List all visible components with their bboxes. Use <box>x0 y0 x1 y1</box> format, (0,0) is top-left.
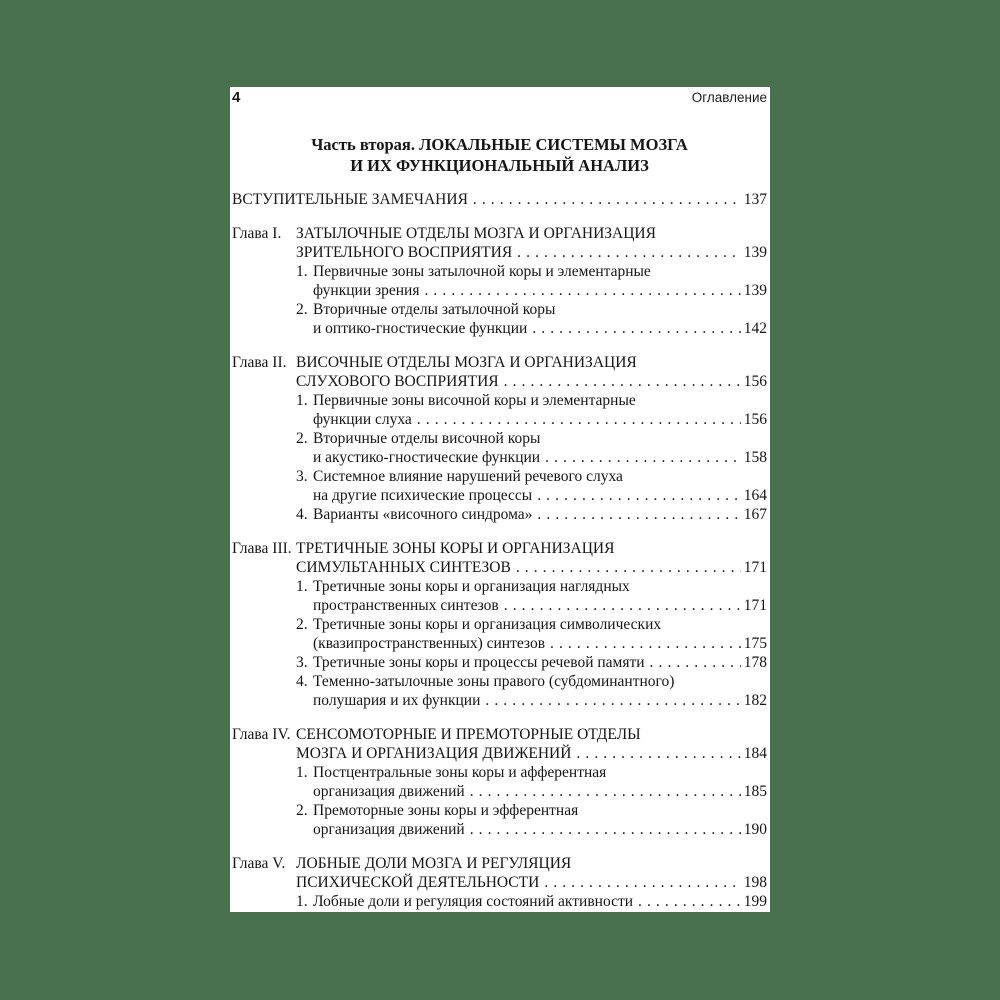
item-number: 4. <box>296 506 308 523</box>
toc-text: организация движений <box>313 821 465 838</box>
toc-line <box>313 429 767 448</box>
page-number: 178 <box>743 654 767 671</box>
item-body <box>313 467 767 505</box>
chapter-label: Глава II. <box>232 354 287 371</box>
toc-line <box>313 615 767 634</box>
item-number: 1. <box>296 578 308 595</box>
toc-text: Постцентральные зоны коры и афферентная <box>313 764 607 781</box>
toc-line <box>296 372 767 391</box>
page-number: 156 <box>743 411 767 428</box>
toc-line <box>296 353 767 372</box>
item-body <box>313 801 767 839</box>
toc-text: Вторичные отделы затылочной коры <box>313 301 556 318</box>
toc-item <box>296 801 767 839</box>
toc-text: на другие психические процессы <box>313 487 533 504</box>
toc-item <box>296 763 767 801</box>
item-number: 3. <box>296 654 308 671</box>
leader-dots <box>504 596 741 615</box>
toc-text: МОЗГА И ОРГАНИЗАЦИЯ ДВИЖЕНИЙ <box>296 745 572 762</box>
item-body <box>313 505 767 524</box>
toc-item <box>296 505 767 524</box>
leader-dots <box>638 892 741 911</box>
item-number: 2. <box>296 430 308 447</box>
toc-text: пространственных синтезов <box>313 597 499 614</box>
leader-dots <box>516 558 741 577</box>
page-number: 164 <box>743 487 767 504</box>
toc-line <box>313 262 767 281</box>
item-body <box>313 300 767 338</box>
leader-dots <box>532 319 740 338</box>
toc-line <box>313 486 767 505</box>
toc-line <box>313 691 767 710</box>
toc-text: Третичные зоны коры и организация наглядных <box>313 578 630 595</box>
toc-text: СИМУЛЬТАННЫХ СИНТЕЗОВ <box>296 559 511 576</box>
item-number: 1. <box>296 392 308 409</box>
toc-line <box>313 763 767 782</box>
page-number: 185 <box>743 783 767 800</box>
toc-text: ВСТУПИТЕЛЬНЫЕ ЗАМЕЧАНИЯ <box>232 191 468 208</box>
toc-line <box>296 873 767 892</box>
chapter-body <box>296 539 767 710</box>
toc-line <box>313 596 767 615</box>
toc-text: ТРЕТИЧНЫЕ ЗОНЫ КОРЫ И ОРГАНИЗАЦИЯ <box>296 540 615 557</box>
leader-dots <box>504 372 741 391</box>
item-number: 1. <box>296 263 308 280</box>
leader-dots <box>650 653 741 672</box>
page-number: 158 <box>743 449 767 466</box>
toc-line <box>296 854 767 873</box>
page-number: 171 <box>743 597 767 614</box>
page-number: 167 <box>743 506 767 523</box>
chapter-label: Глава V. <box>232 855 286 872</box>
item-body <box>313 653 767 672</box>
toc-line <box>296 558 767 577</box>
toc-line <box>296 725 767 744</box>
toc-text: Третичные зоны коры и организация символических <box>313 616 662 633</box>
toc-text: и оптико-гностические функции <box>313 320 528 337</box>
item-number: 2. <box>296 301 308 318</box>
toc-chapter <box>232 224 767 338</box>
chapter-label: Глава I. <box>232 225 282 242</box>
toc-chapter <box>232 725 767 839</box>
leader-dots <box>545 448 741 467</box>
toc-line <box>313 801 767 820</box>
toc-line <box>313 505 767 524</box>
leader-dots <box>473 190 741 209</box>
leader-dots <box>576 744 740 763</box>
toc-text: функции слуха <box>313 411 412 428</box>
part-title-line1: Часть вторая. ЛОКАЛЬНЫЕ СИСТЕМЫ МОЗГА <box>311 135 688 154</box>
toc-text: ВИСОЧНЫЕ ОТДЕЛЫ МОЗГА И ОРГАНИЗАЦИЯ <box>296 354 637 371</box>
item-body <box>313 892 767 911</box>
page-number: 190 <box>743 821 767 838</box>
leader-dots <box>550 634 741 653</box>
toc-text: и акустико-гностические функции <box>313 449 541 466</box>
running-header <box>232 90 767 106</box>
table-of-contents <box>232 190 767 911</box>
chapter-body <box>296 353 767 524</box>
toc-item <box>296 262 767 300</box>
leader-dots <box>417 410 741 429</box>
page-number: 156 <box>743 373 767 390</box>
toc-text: Вторичные отделы височной коры <box>313 430 541 447</box>
toc-text: СЛУХОВОГО ВОСПРИЯТИЯ <box>296 373 499 390</box>
page-number: 182 <box>743 692 767 709</box>
toc-text: функции зрения <box>313 282 420 299</box>
toc-text: Премоторные зоны коры и эфферентная <box>313 802 579 819</box>
toc-line <box>313 820 767 839</box>
toc-line <box>313 448 767 467</box>
leader-dots <box>537 505 740 524</box>
toc-line <box>313 653 767 672</box>
page-number: 139 <box>743 244 767 261</box>
page-number: 142 <box>743 320 767 337</box>
running-title: Оглавление <box>691 90 767 105</box>
toc-line <box>296 243 767 262</box>
leader-dots <box>485 691 740 710</box>
toc-text: (квазипространственных) синтезов <box>313 635 546 652</box>
toc-chapter <box>232 539 767 710</box>
item-body <box>313 262 767 300</box>
toc-text: ЗАТЫЛОЧНЫЕ ОТДЕЛЫ МОЗГА И ОРГАНИЗАЦИЯ <box>296 225 656 242</box>
toc-item <box>296 467 767 505</box>
page-number: 198 <box>743 874 767 891</box>
toc-text: организация движений <box>313 783 465 800</box>
part-title <box>232 135 767 176</box>
item-number: 1. <box>296 893 308 910</box>
toc-line <box>296 744 767 763</box>
toc-line <box>313 782 767 801</box>
item-number: 2. <box>296 616 308 633</box>
toc-text: Теменно-затылочные зоны правого (субдоминантного) <box>313 673 675 690</box>
toc-line <box>232 190 767 209</box>
toc-line <box>313 391 767 410</box>
toc-line <box>313 467 767 486</box>
toc-item <box>296 391 767 429</box>
toc-line <box>313 634 767 653</box>
leader-dots <box>544 873 740 892</box>
toc-text: Первичные зоны затылочной коры и элементарные <box>313 263 651 280</box>
chapter-label: Глава IV. <box>232 726 291 743</box>
toc-text: полушария и их функции <box>313 692 481 709</box>
item-body <box>313 763 767 801</box>
toc-line <box>313 281 767 300</box>
toc-line <box>313 672 767 691</box>
toc-item <box>296 672 767 710</box>
toc-text: Варианты «височного синдрома» <box>313 506 533 523</box>
toc-text: ЛОБНЫЕ ДОЛИ МОЗГА И РЕГУЛЯЦИЯ <box>296 855 572 872</box>
folio-page-number: 4 <box>232 89 241 106</box>
leader-dots <box>470 820 741 839</box>
chapter-body <box>296 725 767 839</box>
item-body <box>313 577 767 615</box>
leader-dots <box>470 782 741 801</box>
toc-text: Системное влияние нарушений речевого слуха <box>313 468 623 485</box>
toc-line <box>313 300 767 319</box>
toc-text: Лобные доли и регуляция состояний активности <box>313 893 634 910</box>
toc-item <box>296 429 767 467</box>
toc-item <box>296 653 767 672</box>
toc-item <box>296 615 767 653</box>
page-number: 184 <box>743 745 767 762</box>
page-number: 139 <box>743 282 767 299</box>
toc-line <box>296 539 767 558</box>
toc-item <box>296 577 767 615</box>
item-body <box>313 672 767 710</box>
toc-line <box>313 892 767 911</box>
toc-line <box>313 410 767 429</box>
toc-text: Третичные зоны коры и процессы речевой памяти <box>313 654 645 671</box>
chapter-label: Глава III. <box>232 540 292 557</box>
item-number: 1. <box>296 764 308 781</box>
item-body <box>313 615 767 653</box>
toc-item <box>296 892 767 911</box>
page-number: 199 <box>743 893 767 910</box>
toc-line <box>296 224 767 243</box>
toc-text: СЕНСОМОТОРНЫЕ И ПРЕМОТОРНЫЕ ОТДЕЛЫ <box>296 726 641 743</box>
toc-chapter <box>232 353 767 524</box>
item-body <box>313 391 767 429</box>
part-title-line2: И ИХ ФУНКЦИОНАЛЬНЫЙ АНАЛИЗ <box>350 155 649 175</box>
chapter-body <box>296 224 767 338</box>
toc-item <box>296 300 767 338</box>
toc-line <box>313 319 767 338</box>
item-number: 3. <box>296 468 308 485</box>
item-body <box>313 429 767 467</box>
page-number: 137 <box>743 191 767 208</box>
leader-dots <box>517 243 741 262</box>
toc-entry <box>232 190 767 209</box>
item-number: 2. <box>296 802 308 819</box>
chapter-body <box>296 854 767 911</box>
toc-chapter <box>232 854 767 911</box>
toc-line <box>313 577 767 596</box>
page-number: 175 <box>743 635 767 652</box>
leader-dots <box>537 486 741 505</box>
book-page <box>230 87 770 912</box>
item-number: 4. <box>296 673 308 690</box>
leader-dots <box>424 281 740 300</box>
page-number: 171 <box>743 559 767 576</box>
toc-text: ЗРИТЕЛЬНОГО ВОСПРИЯТИЯ <box>296 244 513 261</box>
toc-text: ПСИХИЧЕСКОЙ ДЕЯТЕЛЬНОСТИ <box>296 874 540 891</box>
toc-text: Первичные зоны височной коры и элементарные <box>313 392 636 409</box>
